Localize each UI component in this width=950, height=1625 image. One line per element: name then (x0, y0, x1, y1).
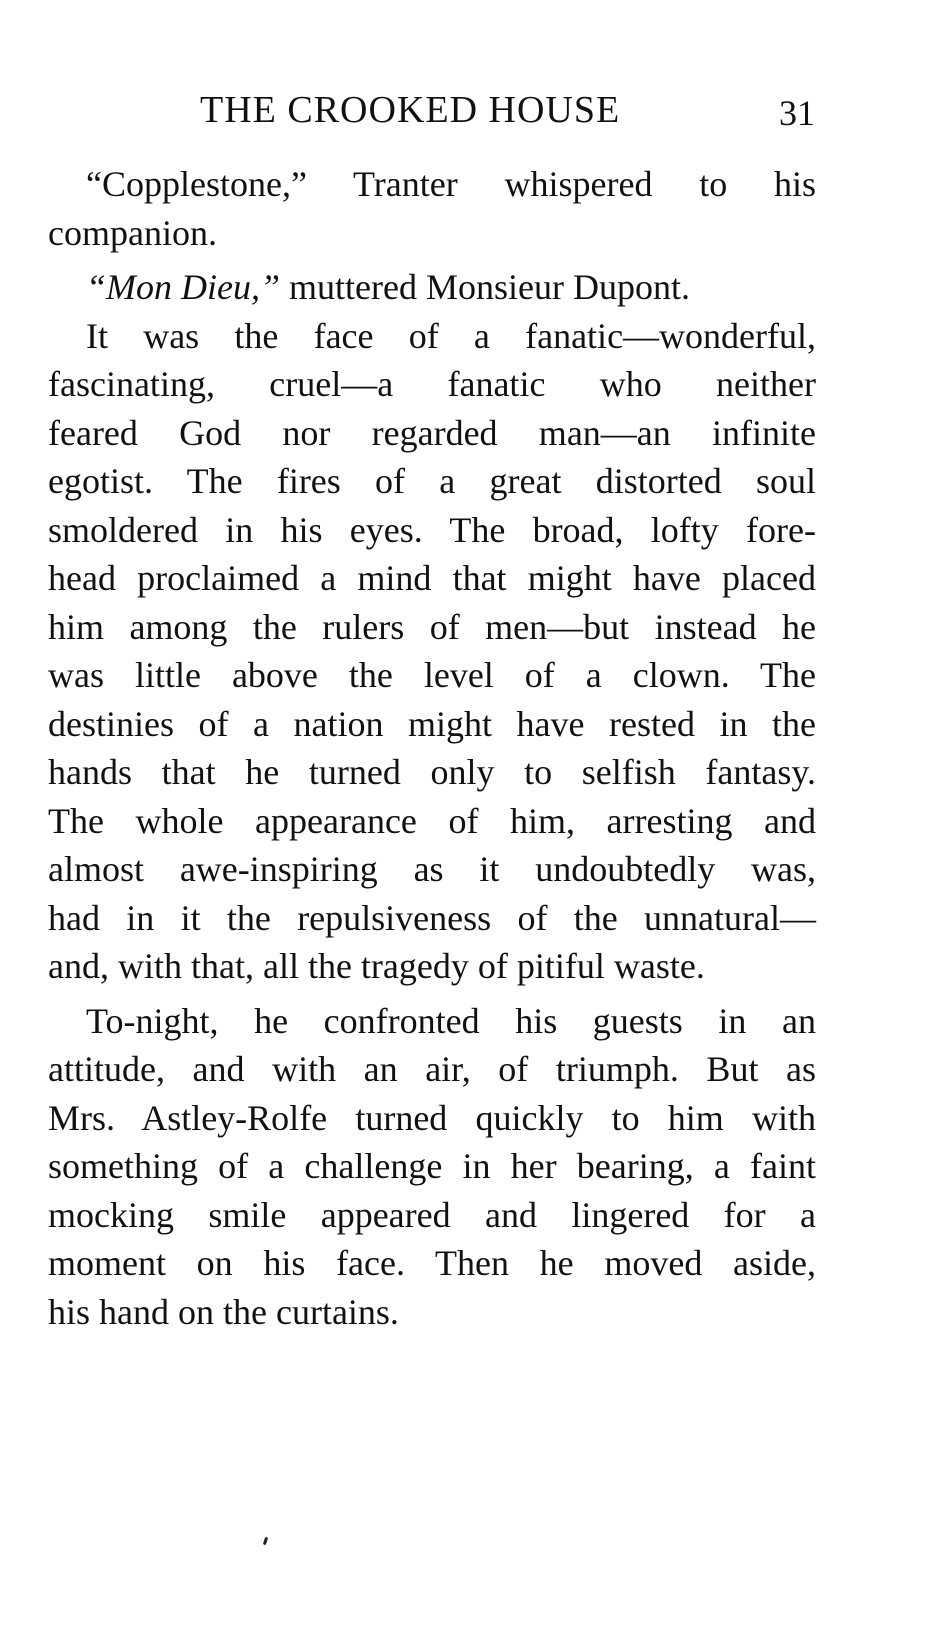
text-line: mocking smile appeared and lingered for a (48, 1194, 816, 1235)
running-head (200, 88, 815, 138)
text-line: smoldered in his eyes. The broad, lofty fore- (48, 509, 816, 550)
text-line: feared God nor regarded man—an infinite (48, 412, 816, 453)
text-line: companion. (48, 212, 217, 253)
text-line: was little above the level of a clown. The (48, 655, 816, 695)
running-title: THE CROOKED HOUSE (200, 89, 621, 131)
text-line: fascinating, cruel—a fanatic who neither (48, 364, 816, 404)
paragraph-1 (48, 160, 816, 257)
text-run: muttered Monsieur Dupont. (280, 267, 690, 307)
text-line: Mrs. Astley-Rolfe turned quickly to him with (48, 1097, 816, 1138)
text-line: him among the rulers of men—but instead he (48, 606, 816, 647)
italic-exclamation: “Mon Dieu,” (86, 267, 281, 307)
text-line: had in it the repulsiveness of the unnatural— (48, 897, 816, 938)
body-text (48, 160, 816, 1336)
text-line: moment on his face. Then he moved aside, (48, 1243, 816, 1283)
text-line (48, 263, 816, 312)
text-line: To-night, he confronted his guests in an (86, 1000, 816, 1041)
text-line: destinies of a nation might have rested in the (48, 703, 816, 744)
text-line: his hand on the curtains. (48, 1291, 399, 1332)
text-line: “Copplestone,” Tranter whispered to his (86, 164, 816, 204)
text-line: something of a challenge in her bearing, a faint (48, 1146, 816, 1186)
ink-speck (263, 1537, 268, 1546)
text-line: hands that he turned only to selfish fantasy. (48, 752, 816, 792)
text-line: attitude, and with an air, of triumph. But as (48, 1049, 816, 1089)
paragraph-2 (48, 263, 816, 312)
text-line: and, with that, all the tragedy of pitiful waste. (48, 946, 705, 986)
text-line: The whole appearance of him, arresting and (48, 800, 816, 841)
text-line: head proclaimed a mind that might have placed (48, 558, 816, 598)
paragraph-3 (48, 312, 816, 991)
text-line: almost awe-inspiring as it undoubtedly was, (48, 849, 816, 889)
text-line: egotist. The fires of a great distorted soul (48, 461, 816, 501)
page-number: 31 (779, 93, 815, 133)
text-line: It was the face of a fanatic—wonderful, (86, 315, 816, 356)
paragraph-4 (48, 997, 816, 1337)
